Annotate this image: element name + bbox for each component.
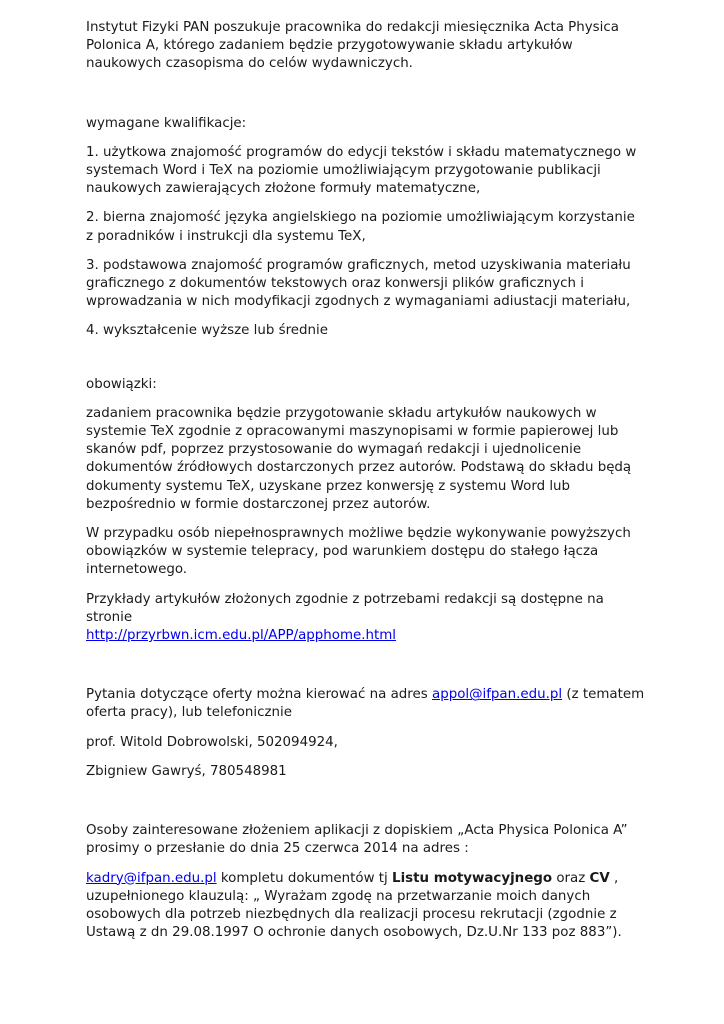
application-text-1: kompletu dokumentów tj: [216, 870, 393, 886]
duties-paragraph-2: W przypadku osób niepełnosprawnych możliwe będzie wykonywanie powyższych obowiązków w systemie telepracy, pod warunkiem dostępu do stałego łącza internetowego.: [86, 526, 631, 578]
intro-paragraph: Instytut Fizyki PAN poszukuje pracownika do redakcji miesięcznika Acta Physica Polonica A, którego zadaniem będzie przygotowywanie składu artykułów naukowych czasopisma do celów wydawniczych.: [86, 20, 619, 72]
contact-email-link[interactable]: appol@ifpan.edu.pl: [431, 687, 563, 703]
qualification-item-4: 4. wykształcenie wyższe lub średnie: [86, 323, 328, 339]
examples-paragraph: [86, 591, 646, 646]
contact-person-1: prof. Witold Dobrowolski, 502094924,: [86, 734, 338, 750]
document-body: [86, 19, 646, 942]
application-paragraph: Osoby zainteresowane złożeniem aplikacji z dopiskiem „Acta Physica Polonica A” prosimy o przesłanie do dnia 25 czerwca 2014 na adres :: [86, 823, 628, 857]
contact-text-after: (z tematem oferta pracy), lub telefonicznie: [86, 687, 645, 721]
cv-label: CV: [589, 870, 610, 886]
qualification-item-2: 2. bierna znajomość języka angielskiego na poziomie umożliwiającym korzystanie z poradników i instrukcji dla systemu TeX,: [86, 210, 635, 244]
application-details: [86, 870, 646, 943]
contact-paragraph: [86, 686, 646, 722]
application-text-2: oraz: [552, 870, 590, 886]
duties-heading: obowiązki:: [86, 376, 157, 392]
contact-text-before: Pytania dotyczące oferty można kierować na adres: [86, 687, 432, 703]
qualification-item-1: 1. użytkowa znajomość programów do edycji tekstów i składu matematycznego w systemach Word i TeX na poziomie umożliwiającym przygotowanie publikacji naukowych zawierających złożone formuły matematyczne,: [86, 144, 637, 197]
duties-paragraph-1: zadaniem pracownika będzie przygotowanie składu artykułów naukowych w systemie TeX zgodnie z opracowanymi maszynopisami w formie papierowej lub skanów pdf, poprzez przystosowanie do wymagań redakcji i ujednolicenie dokumentów źródłowych dostarczonych przez autorów. Podstawą do składu będą dokumenty systemu TeX, uzyskane przez konwersję z systemu Word lub bezpośrednio w formie dostarczonej przez autorów.: [86, 405, 632, 512]
application-text-3: , uzupełnionego klauzulą: „ Wyrażam zgodę na przetwarzanie moich danych osobowych dla potrzeb niezbędnych dla realizacji procesu rekrutacji (zgodnie z Ustawą z dn 29.08.1997 O ochronie danych osobowych, Dz.U.Nr 133 poz 883”).: [86, 870, 622, 941]
motivation-letter-label: Listu motywacyjnego: [392, 870, 553, 886]
examples-text: Przykłady artykułów złożonych zgodnie z potrzebami redakcji są dostępne na stronie: [86, 591, 604, 625]
application-email-link[interactable]: kadry@ifpan.edu.pl: [86, 870, 217, 886]
qualifications-heading: wymagane kwalifikacje:: [86, 115, 247, 131]
examples-link[interactable]: http://przyrbwn.icm.edu.pl/APP/apphome.html: [86, 628, 397, 644]
contact-person-2: Zbigniew Gawryś, 780548981: [86, 763, 287, 779]
qualification-item-3: 3. podstawowa znajomość programów graficznych, metod uzyskiwania materiału graficznego z dokumentów tekstowych oraz konwersji plików graficznych i wprowadzania w nich modyfikacji zgodnych z wymaganiami adiustacji materiału,: [86, 257, 631, 310]
